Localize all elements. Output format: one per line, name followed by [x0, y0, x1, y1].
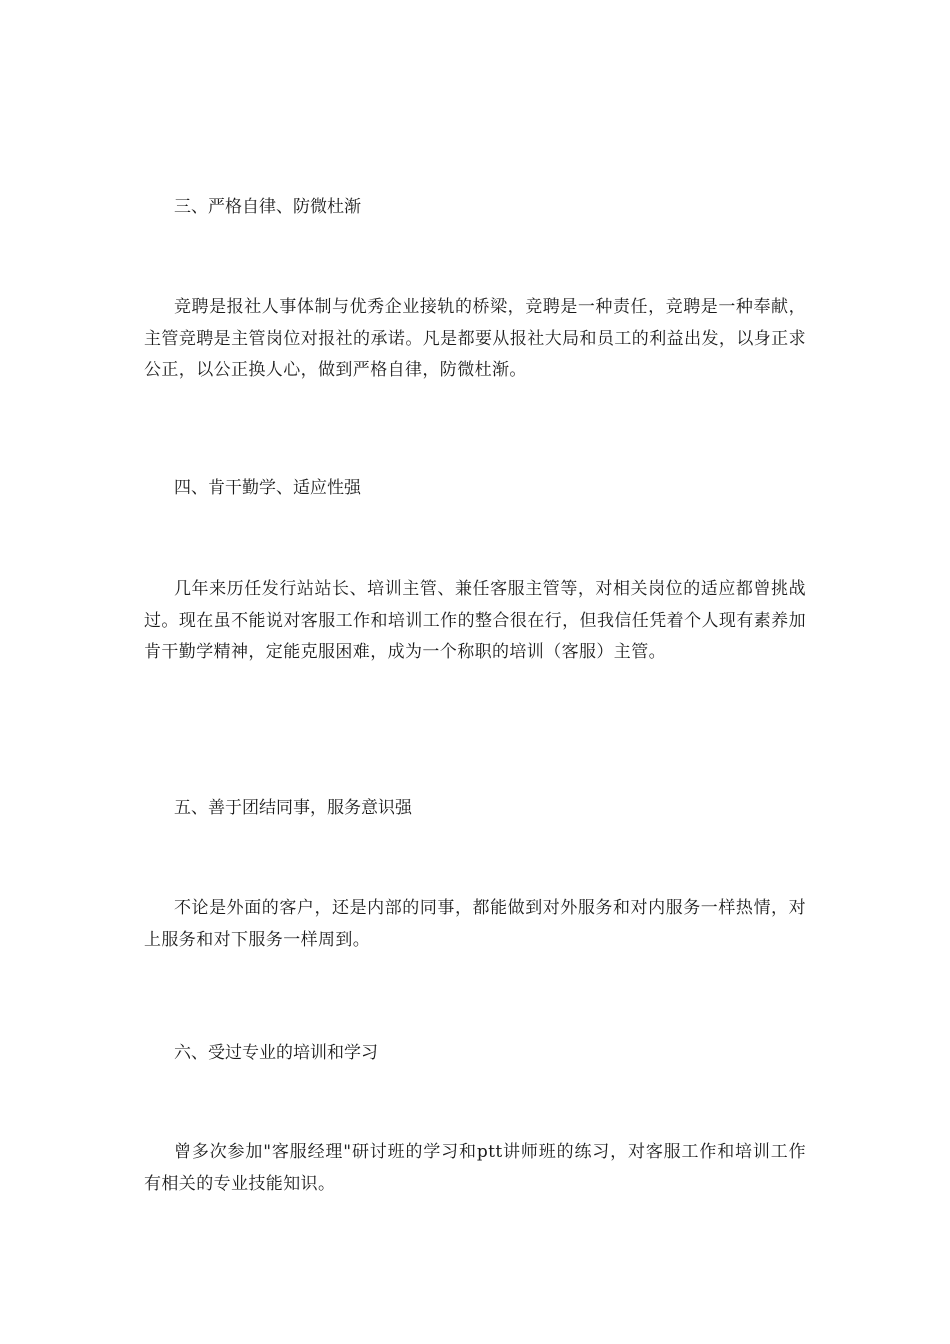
section-body-6: 曾多次参加"客服经理"研讨班的学习和ptt讲师班的练习，对客服工作和培训工作有相关的专业技能知识。 — [144, 1142, 806, 1194]
section-heading-3: 三、严格自律、防微杜渐 — [174, 197, 361, 217]
section-body-3: 竞聘是报社人事体制与优秀企业接轨的桥梁，竞聘是一种责任，竞聘是一种奉献，主管竞聘是主管岗位对报社的承诺。凡是都要从报社大局和员工的利益出发，以身正求公正，以公正换人心，做到严格自律，防微杜渐。 — [144, 297, 806, 380]
section-heading-4: 四、肯干勤学、适应性强 — [174, 478, 361, 498]
section-heading-6: 六、受过专业的培训和学习 — [174, 1043, 378, 1063]
section-body-4: 几年来历任发行站站长、培训主管、兼任客服主管等，对相关岗位的适应都曾挑战过。现在虽不能说对客服工作和培训工作的整合很在行，但我信任凭着个人现有素养加肯干勤学精神，定能克服困难，成为一个称职的培训（客服）主管。 — [144, 579, 806, 662]
section-heading-5: 五、善于团结同事，服务意识强 — [174, 798, 412, 818]
section-body-5: 不论是外面的客户，还是内部的同事，都能做到对外服务和对内服务一样热情，对上服务和对下服务一样周到。 — [144, 898, 806, 950]
